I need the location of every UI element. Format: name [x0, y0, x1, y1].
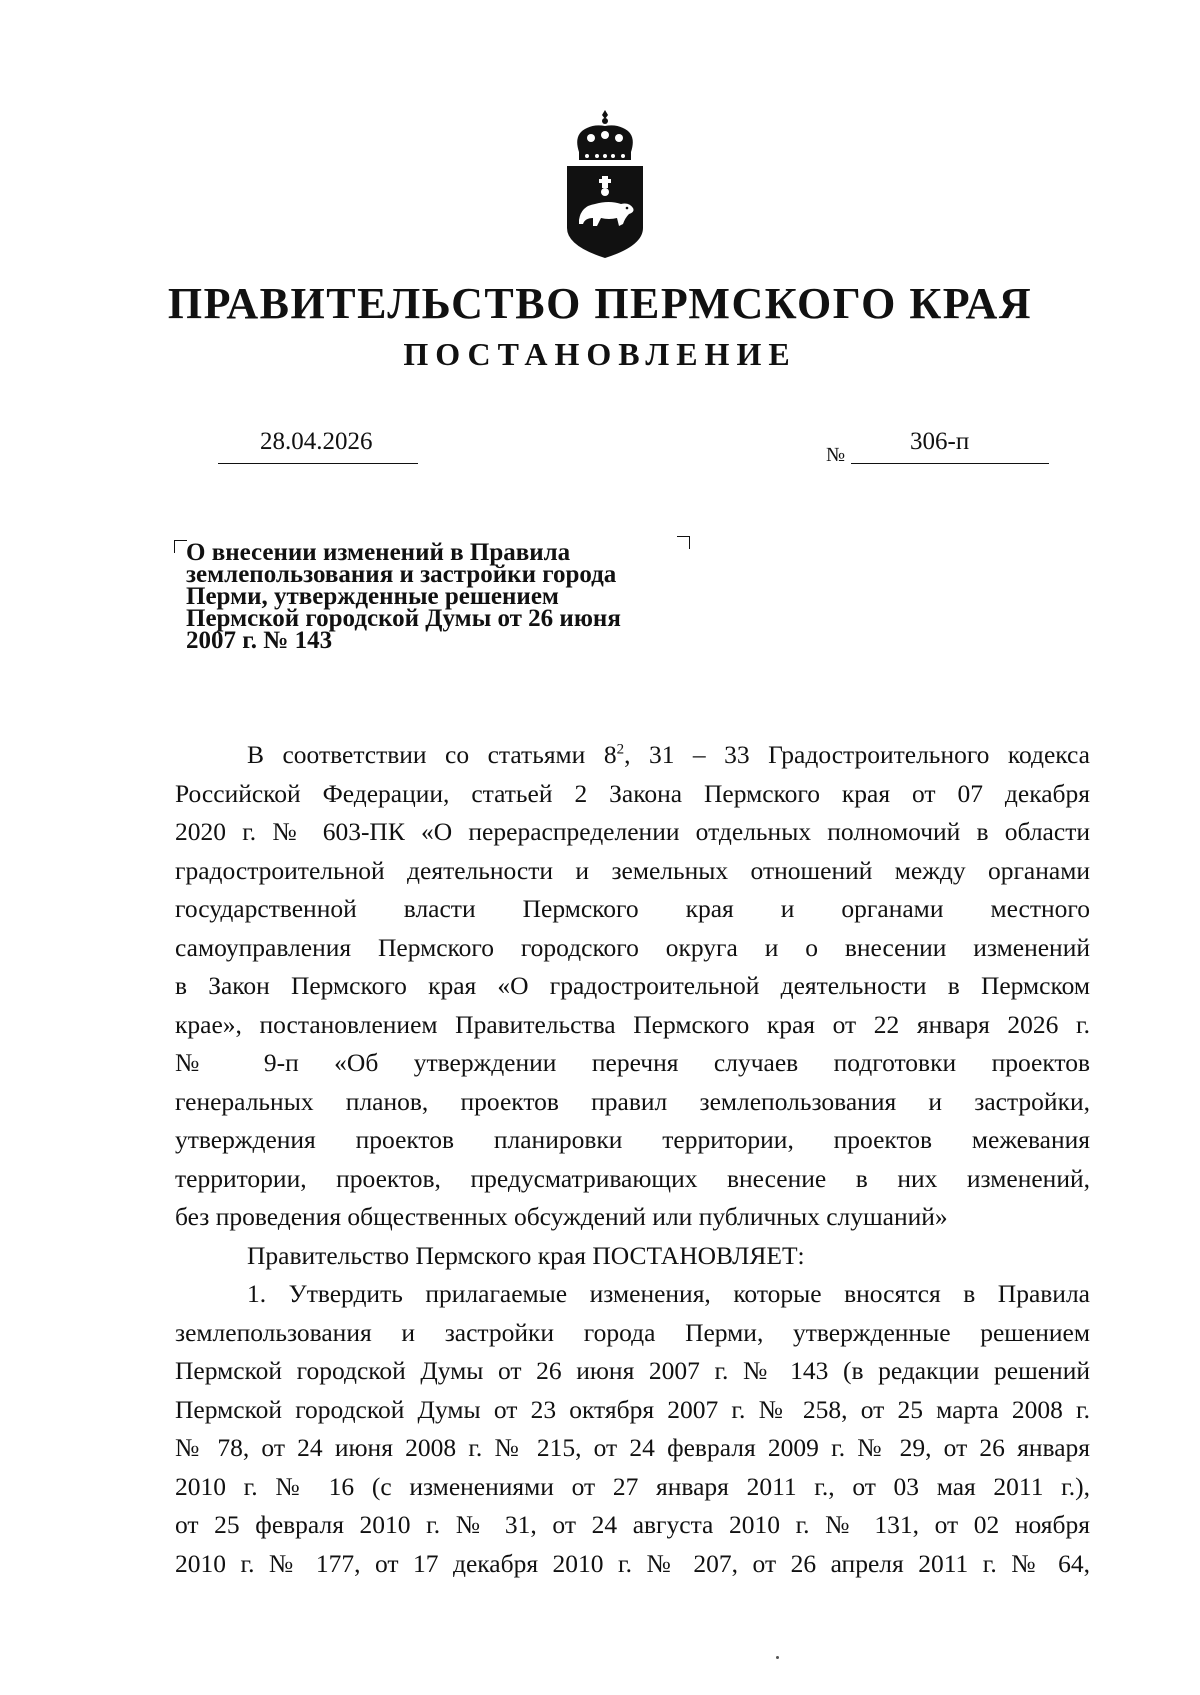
body-line: крае», постановлением Правительства Пермского края от 22 января 2026 г.: [175, 1009, 1090, 1039]
body-line: государственной власти Пермского края и органами местного: [175, 894, 1090, 923]
scan-speck: [776, 1656, 779, 1659]
body-line: утверждения проектов планировки территории, проектов межевания: [175, 1125, 1090, 1154]
body-text-fragment: , 31 – 33 Градостроительного кодекса: [624, 740, 1090, 769]
body-line: в Закон Пермского края «О градостроительной деятельности в Пермском: [175, 971, 1090, 1000]
body-line: 2010 г. № 177, от 17 декабря 2010 г. № 207, от 26 апреля 2011 г. № 64,: [175, 1548, 1090, 1578]
organization-title: ПРАВИТЕЛЬСТВО ПЕРМСКОГО КРАЯ: [167, 279, 1033, 328]
body-line: самоуправления Пермского городского округа и о внесении изменений: [175, 932, 1090, 962]
body-text-fragment: В соответствии со статьями 8: [247, 740, 617, 769]
body-line: № 9-п «Об утверждении перечня случаев подготовки проектов: [175, 1048, 1090, 1077]
body-line: генеральных планов, проектов правил землепользования и застройки,: [175, 1086, 1090, 1116]
body-line: Пермской городской Думы от 23 октября 2007 г. № 258, от 25 марта 2008 г.: [175, 1394, 1090, 1424]
document-number: 306-п: [910, 428, 970, 455]
body-line: 2010 г. № 16 (с изменениями от 27 января 2011 г., от 03 мая 2011 г.),: [175, 1471, 1090, 1501]
body-line: Российской Федерации, статьей 2 Закона Пермского края от 07 декабря: [175, 778, 1090, 808]
date-underline: [218, 463, 418, 464]
body-line: Пермской городской Думы от 26 июня 2007 г. № 143 (в редакции решений: [175, 1356, 1090, 1385]
body-line: территории, проектов, предусматривающих внесение в них изменений,: [175, 1163, 1090, 1193]
subject-line: 2007 г. № 143: [186, 627, 333, 654]
superscript: 2: [616, 741, 625, 758]
body-line: градостроительной деятельности и земельных отношений между органами: [175, 855, 1090, 885]
body-line: от 25 февраля 2010 г. № 31, от 24 августа 2010 г. № 131, от 02 ноября: [175, 1510, 1090, 1539]
perm-krai-coat-of-arms-icon: [565, 108, 645, 260]
document-body: [175, 736, 1090, 1583]
subject-line: Пермской городской Думы от 26 июня: [186, 605, 621, 632]
body-line: Правительство Пермского края ПОСТАНОВЛЯЕТ:: [247, 1240, 805, 1270]
document-type: ПОСТАНОВЛЕНИЕ: [403, 336, 797, 372]
body-line: без проведения общественных обсуждений или публичных слушаний»: [175, 1202, 948, 1231]
document-date: 28.04.2026: [260, 428, 373, 455]
subject-line: Перми, утвержденные решением: [186, 583, 559, 610]
body-line: 1. Утвердить прилагаемые изменения, которые вносятся в Правила: [247, 1279, 1090, 1308]
body-line: землепользования и застройки города Перми, утвержденные решением: [175, 1317, 1090, 1347]
subject-line: землепользования и застройки города: [186, 561, 617, 588]
body-line: № 78, от 24 июня 2008 г. № 215, от 24 февраля 2009 г. № 29, от 26 января: [175, 1433, 1090, 1462]
body-line-first: [175, 736, 1090, 775]
number-sign: №: [826, 444, 846, 466]
subject-line: О внесении изменений в Правила: [186, 539, 571, 566]
body-line: 2020 г. № 603-ПК «О перераспределении отдельных полномочий в области: [175, 817, 1090, 846]
number-underline: [851, 463, 1049, 464]
document-subject: [186, 539, 706, 654]
